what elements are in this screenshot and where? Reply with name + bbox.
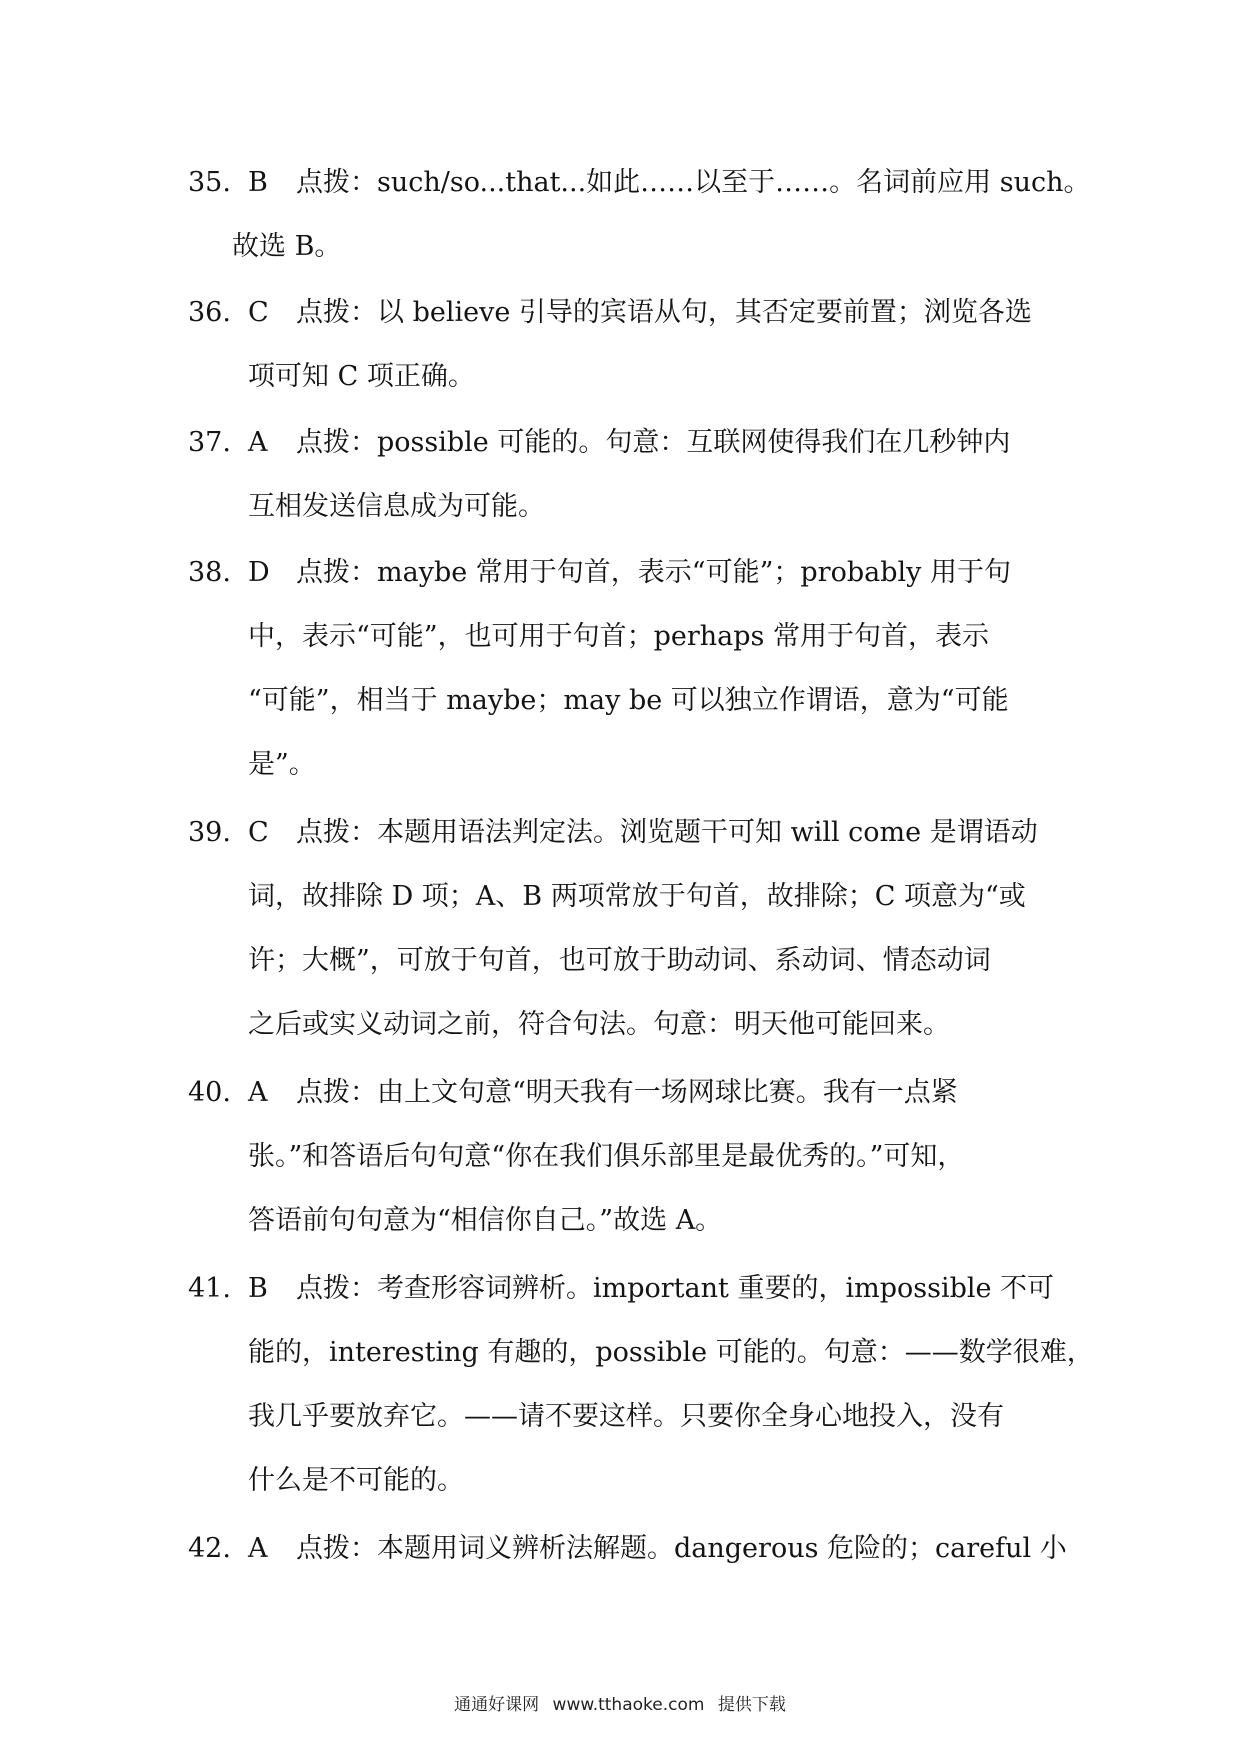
item-answer: D xyxy=(248,557,270,588)
page-footer xyxy=(0,1690,1240,1715)
item-37-line-1 xyxy=(188,423,1010,463)
item-number: 42. xyxy=(188,1533,231,1564)
item-37-line-2 xyxy=(248,487,545,527)
item-36-line-2 xyxy=(248,357,475,397)
item-number: 36. xyxy=(188,297,231,328)
item-41-line-1 xyxy=(188,1269,1054,1309)
item-number: 39. xyxy=(188,817,231,848)
item-41-line-2 xyxy=(248,1333,1094,1373)
item-35-line-1 xyxy=(188,163,1091,203)
item-explanation: 答语前句句意为“相信你自己。”故选 A。 xyxy=(248,1205,723,1236)
item-38-line-3 xyxy=(248,681,1009,721)
item-42-line-1 xyxy=(188,1529,1067,1569)
item-explanation: “可能”，相当于 maybe；may be 可以独立作谓语，意为“可能 xyxy=(248,685,1009,716)
item-explanation: 点拨：由上文句意“明天我有一场网球比赛。我有一点紧 xyxy=(296,1077,958,1108)
footer-site-name: 通通好课网 xyxy=(454,1695,540,1715)
item-answer: B xyxy=(248,167,268,198)
item-38-line-1 xyxy=(188,553,1011,593)
item-answer: C xyxy=(248,817,269,848)
footer-url[interactable]: www.tthaoke.com xyxy=(552,1695,705,1715)
item-38-line-4 xyxy=(248,745,316,785)
item-explanation: 我几乎要放弃它。——请不要这样。只要你全身心地投入，没有 xyxy=(248,1401,1004,1432)
footer-note: 提供下载 xyxy=(717,1695,786,1715)
item-explanation: 之后或实义动词之前，符合句法。句意：明天他可能回来。 xyxy=(248,1009,950,1040)
item-41-line-4 xyxy=(248,1461,464,1501)
item-40-line-1 xyxy=(188,1073,958,1113)
item-answer: B xyxy=(248,1273,268,1304)
item-explanation: 点拨：以 believe 引导的宾语从句，其否定要前置；浏览各选 xyxy=(296,297,1032,328)
item-number: 41. xyxy=(188,1273,231,1304)
item-explanation: 点拨：本题用词义辨析法解题。dangerous 危险的；careful 小 xyxy=(296,1533,1067,1564)
item-explanation: 能的，interesting 有趣的，possible 可能的。句意：——数学很难， xyxy=(248,1337,1094,1368)
item-number: 35. xyxy=(188,167,231,198)
item-number: 38. xyxy=(188,557,231,588)
item-answer: C xyxy=(248,297,269,328)
item-40-line-2 xyxy=(248,1137,964,1177)
item-explanation: 是”。 xyxy=(248,749,316,780)
item-answer: A xyxy=(248,1533,268,1564)
item-explanation: 项可知 C 项正确。 xyxy=(248,361,475,392)
item-39-line-4 xyxy=(248,1005,950,1045)
item-explanation: 故选 B。 xyxy=(232,231,342,262)
item-36-line-1 xyxy=(188,293,1032,333)
item-explanation: 点拨：本题用语法判定法。浏览题干可知 will come 是谓语动 xyxy=(296,817,1038,848)
item-explanation: 点拨：考查形容词辨析。important 重要的，impossible 不可 xyxy=(296,1273,1055,1304)
item-answer: A xyxy=(248,427,268,458)
item-explanation: 点拨：possible 可能的。句意：互联网使得我们在几秒钟内 xyxy=(296,427,1011,458)
item-39-line-2 xyxy=(248,877,1026,917)
item-explanation: 点拨：maybe 常用于句首，表示“可能”；probably 用于句 xyxy=(296,557,1011,588)
item-40-line-3 xyxy=(248,1201,722,1241)
item-explanation: 互相发送信息成为可能。 xyxy=(248,491,545,522)
item-41-line-3 xyxy=(248,1397,1004,1437)
item-explanation: 点拨：such/so...that...如此……以至于……。名词前应用 such。 xyxy=(296,167,1091,198)
item-explanation: 许；大概”，可放于句首，也可放于助动词、系动词、情态动词 xyxy=(248,945,991,976)
item-39-line-3 xyxy=(248,941,991,981)
item-38-line-2 xyxy=(248,617,989,657)
item-number: 37. xyxy=(188,427,231,458)
item-explanation: 词，故排除 D 项；A、B 两项常放于句首，故排除；C 项意为“或 xyxy=(248,881,1026,912)
item-explanation: 张。”和答语后句句意“你在我们俱乐部里是最优秀的。”可知， xyxy=(248,1141,965,1172)
item-35-line-2 xyxy=(232,227,341,267)
item-explanation: 中，表示“可能”，也可用于句首；perhaps 常用于句首，表示 xyxy=(248,621,989,652)
item-number: 40. xyxy=(188,1077,231,1108)
item-answer: A xyxy=(248,1077,268,1108)
item-39-line-1 xyxy=(188,813,1038,853)
item-explanation: 什么是不可能的。 xyxy=(248,1465,464,1496)
